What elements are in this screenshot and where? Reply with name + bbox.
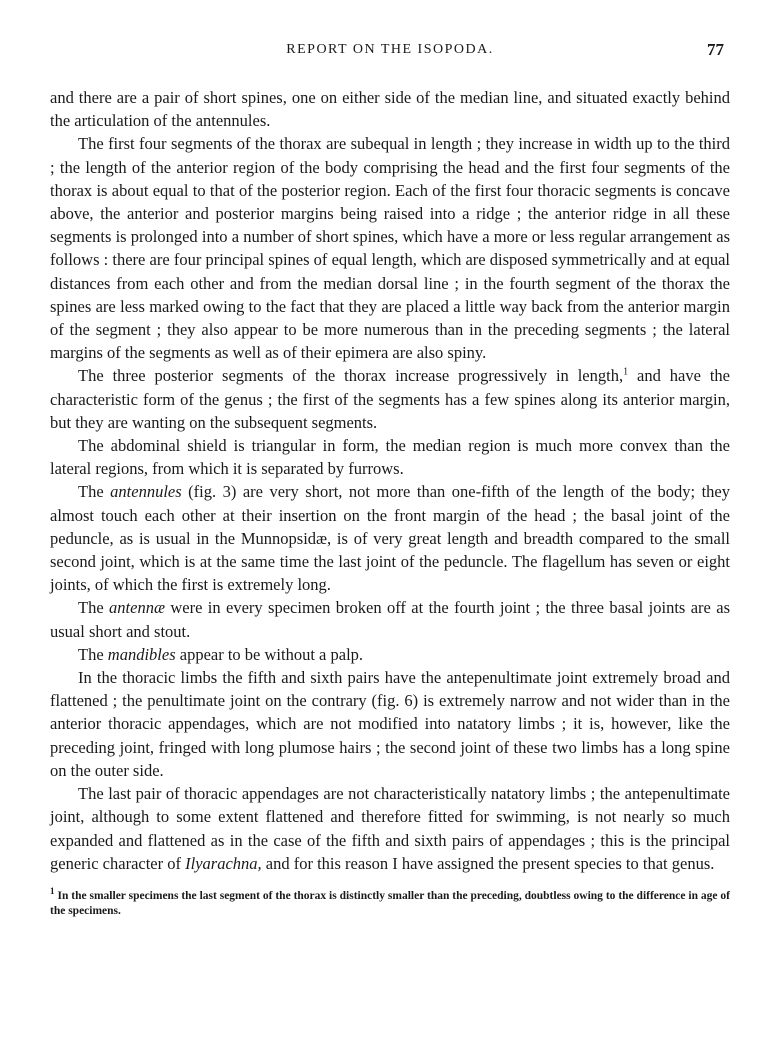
paragraph-3-text-b: and have the characteristic form of the genus ; the first of the segments has a few spines along its anterior margin, but they are wanting on the subsequent segments. xyxy=(50,366,730,432)
paragraph-2: The first four segments of the thorax are subequal in length ; they increase in width up to the third ; the length of the anterior region of the body comprising the head and the first four segments of the thorax is about equal to that of the posterior region. Each of the first four thoracic segments is concave above, the anterior and posterior margins being raised into a ridge ; the anterior ridge in all these segments is prolonged into a number of short spines, which have a more or less regular arrangement as follows : there are four principal spines of equal length, which are disposed symmetrically and at equal distances from each other and from the median dorsal line ; in the fourth segment of the thorax the spines are less marked owing to the fact that they are placed a little way back from the anterior margin of the segment ; they also appear to be more numerous than in the preceding segments ; the lateral margins of the segments as well as of their epimera are also spiny. xyxy=(50,134,730,363)
footnote-ref: 1 xyxy=(623,366,629,378)
paragraph-7 xyxy=(50,643,730,666)
paragraph-3 xyxy=(50,364,730,434)
paragraph-8: In the thoracic limbs the fifth and sixth pairs have the antepenultimate joint extremely broad and flattened ; the penultimate joint on the contrary (fig. 6) is extremely narrow and not wider than in the anterior thoracic appendages, which are not modified into natatory limbs ; it is, however, like the preceding joint, fringed with long plumose hairs ; the second joint of these two limbs has a long spine on the outer side. xyxy=(50,668,730,780)
paragraph-6-text-b: were in every specimen broken off at the fourth joint ; the three basal joints are as usual short and stout. xyxy=(50,598,730,641)
body-text xyxy=(50,86,730,875)
running-title: REPORT ON THE ISOPODA. xyxy=(286,42,494,57)
paragraph-5 xyxy=(50,480,730,596)
paragraph-5-text-a: The xyxy=(78,482,111,502)
paragraph-1: and there are a pair of short spines, one on either side of the median line, and situated exactly behind the articulation of the antennules. xyxy=(50,88,730,131)
paragraph-4: The abdominal shield is triangular in form, the median region is much more convex than the lateral regions, from which it is separated by furrows. xyxy=(50,436,730,479)
paragraph-9 xyxy=(50,782,730,875)
term-mandibles: mandibles xyxy=(107,644,176,664)
paragraph-6-text-a: The xyxy=(78,598,110,618)
page-number: 77 xyxy=(707,40,724,59)
paragraph-6 xyxy=(50,596,730,642)
paragraph-5-text-b: (fig. 3) are very short, not more than one-fifth of the length of the body; they almost touch each other at their insertion on the front margin of the head ; the basal joint of the peduncle, as is usual in the Munnopsidæ, is of very great length and breadth compared to the small second joint, which is at the same time the last joint of the peduncle. The flagellum has seven or eight joints, of which the first is extremely long. xyxy=(50,482,731,595)
paragraph-7-text-a: The xyxy=(78,644,108,664)
running-head xyxy=(50,40,730,66)
term-ilyarachna: Ilyarachna, xyxy=(185,853,262,873)
term-antennae: antennæ xyxy=(109,598,165,618)
footnote xyxy=(50,886,730,919)
term-antennules: antennules xyxy=(110,482,182,502)
footnote-mark: 1 xyxy=(50,886,55,897)
footnote-text: In the smaller specimens the last segment of the thorax is distinctly smaller than the preceding, doubtless owing to the difference in age of the specimens. xyxy=(50,889,730,917)
paragraph-3-text-a: The three posterior segments of the thorax increase progressively in length, xyxy=(78,366,624,386)
paragraph-9-text-b: and for this reason I have assigned the present species to that genus. xyxy=(261,853,715,873)
paragraph-9-text-a: The last pair of thoracic appendages are not characteristically natatory limbs ; the antepenultimate joint, although to some extent flattened and therefore fitted for swimming, is not nearly so much expanded and flattened as in the case of the fifth and sixth pairs of appendages ; this is the principal generic character of xyxy=(50,784,730,873)
paragraph-7-text-b: appear to be without a palp. xyxy=(175,644,364,664)
page xyxy=(50,40,730,919)
